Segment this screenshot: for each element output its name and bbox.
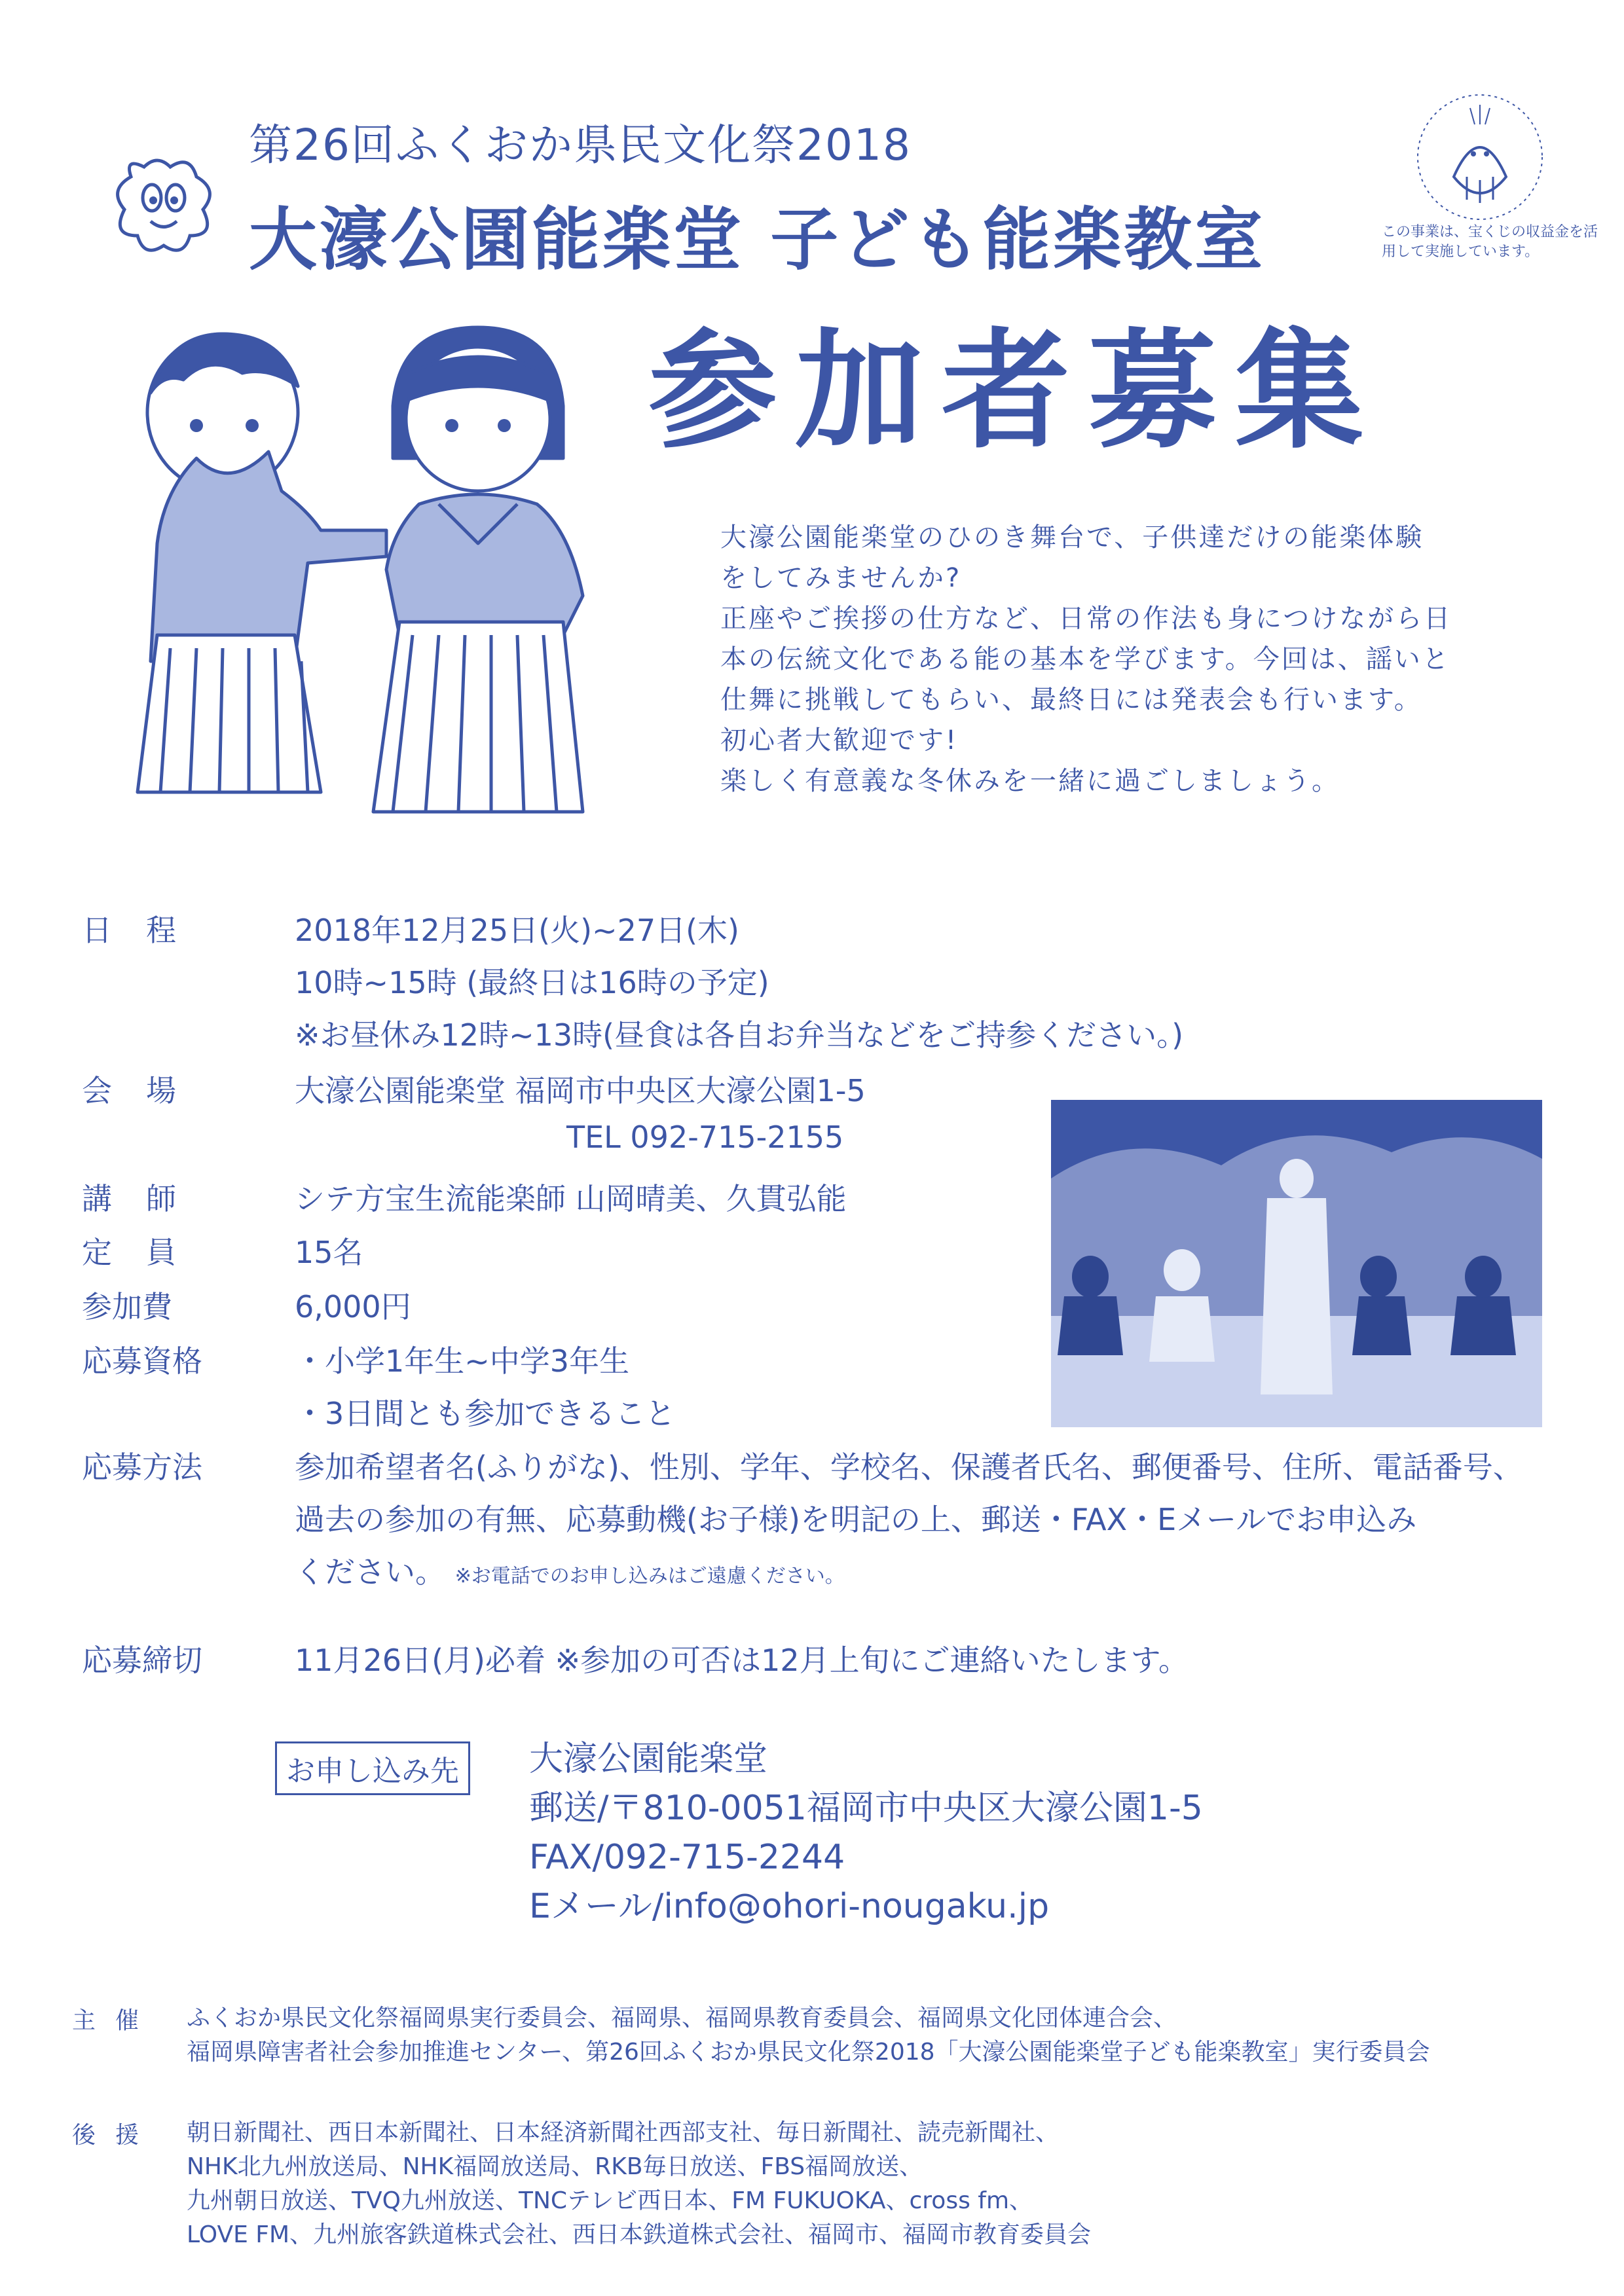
venue-address: 大濠公園能楽堂 福岡市中央区大濠公園1-5 <box>295 1073 866 1108</box>
method-label: 応募方法 <box>82 1449 202 1485</box>
intro-line: をしてみませんか? <box>720 563 962 593</box>
deadline-label: 応募締切 <box>82 1643 202 1678</box>
intro-text <box>720 517 1545 801</box>
intro-line: 楽しく有意義な冬休みを一緒に過ごしましょう。 <box>720 766 1340 796</box>
fee-label: 参加費 <box>82 1289 172 1324</box>
capacity-value: 15名 <box>295 1235 363 1270</box>
intro-line: 正座やご挨拶の仕方など、日常の作法も身につけながら日 <box>720 604 1452 634</box>
festival-name: 第26回ふくおか県民文化祭2018 <box>249 120 912 170</box>
instructor-label: 講師 <box>82 1181 210 1216</box>
lottery-logo-icon <box>1382 79 1578 223</box>
intro-line: 初心者大歓迎です! <box>720 725 959 756</box>
lottery-note: この事業は、宝くじの収益金を活用して実施しています。 <box>1382 224 1598 260</box>
contact-info <box>529 1735 1203 1931</box>
recruit-title: 参加者募集 <box>648 317 1382 466</box>
schedule-time: 10時~15時 (最終日は16時の予定) <box>295 965 769 1000</box>
intro-line: 仕舞に挑戦してもらい、最終日には発表会も行います。 <box>720 685 1422 715</box>
method-line-end: ください。 <box>295 1554 445 1590</box>
intro-line: 大濠公園能楽堂のひのき舞台で、子供達だけの能楽体験 <box>720 522 1424 553</box>
contact-fax: FAX/092-715-2244 <box>529 1838 845 1877</box>
schedule-lunch-note: ※お昼休み12時~13時(昼食は各自お弁当などをご持参ください。) <box>295 1017 1184 1053</box>
schedule-date: 2018年12月25日(火)~27日(木) <box>295 913 739 948</box>
method-line: 参加希望者名(ふりがな)、性別、学年、学校名、保護者氏名、郵便番号、住所、電話番号、 <box>295 1449 1523 1485</box>
deadline-value: 11月26日(月)必着 ※参加の可否は12月上旬にご連絡いたします。 <box>295 1643 1189 1678</box>
mascot-icon <box>105 151 223 262</box>
main-title: 大濠公園能楽堂 子ども能楽教室 <box>249 200 1266 280</box>
stage-photo <box>1051 1100 1542 1427</box>
contact-label: お申し込み先 <box>275 1741 470 1795</box>
eligibility-line: ・小学1年生~中学3年生 <box>295 1343 630 1379</box>
sponsor-line: NHK北九州放送局、NHK福岡放送局、RKB毎日放送、FBS福岡放送、 <box>187 2153 923 2180</box>
sponsor-line: 九州朝日放送、TVQ九州放送、TNCテレビ西日本、FM FUKUOKA、cross fm、 <box>187 2187 1033 2214</box>
method-line <box>295 1548 845 1592</box>
intro-line: 本の伝統文化である能の基本を学びます。今回は、謡いと <box>720 644 1450 674</box>
contact-email: Eメール/info@ohori-nougaku.jp <box>529 1887 1050 1926</box>
instructor-value: シテ方宝生流能楽師 山岡晴美、久貫弘能 <box>295 1181 847 1216</box>
sponsor-line: LOVE FM、九州旅客鉄道株式会社、西日本鉄道株式会社、福岡市、福岡市教育委員会 <box>187 2221 1092 2248</box>
children-illustration <box>111 295 622 831</box>
contact-venue: 大濠公園能楽堂 <box>529 1740 768 1779</box>
capacity-label: 定員 <box>82 1235 210 1270</box>
eligibility-label: 応募資格 <box>82 1343 202 1379</box>
organizer-label: 主催 <box>72 2007 159 2034</box>
eligibility-line: ・3日間とも参加できること <box>295 1396 676 1431</box>
organizer-line: ふくおか県民文化祭福岡県実行委員会、福岡県、福岡県教育委員会、福岡県文化団体連合会、 <box>187 2005 1177 2032</box>
fee-value: 6,000円 <box>295 1289 411 1324</box>
venue-label: 会場 <box>82 1073 210 1108</box>
schedule-label: 日程 <box>82 913 210 948</box>
sponsors-label: 後援 <box>72 2122 159 2149</box>
contact-mail: 郵送/〒810-0051福岡市中央区大濠公園1-5 <box>529 1789 1203 1828</box>
method-line: 過去の参加の有無、応募動機(お子様)を明記の上、郵送・FAX・Eメールでお申込み <box>295 1502 1417 1537</box>
organizer-line: 福岡県障害者社会参加推進センター、第26回ふくおか県民文化祭2018「大濠公園能楽堂子ども能楽教室」実行委員会 <box>187 2039 1430 2066</box>
venue-phone: TEL 092-715-2155 <box>566 1120 844 1155</box>
method-phone-note: ※お電話でのお申し込みはご遠慮ください。 <box>454 1565 845 1588</box>
sponsor-line: 朝日新聞社、西日本新聞社、日本経済新聞社西部支社、毎日新聞社、読売新聞社、 <box>187 2119 1060 2146</box>
